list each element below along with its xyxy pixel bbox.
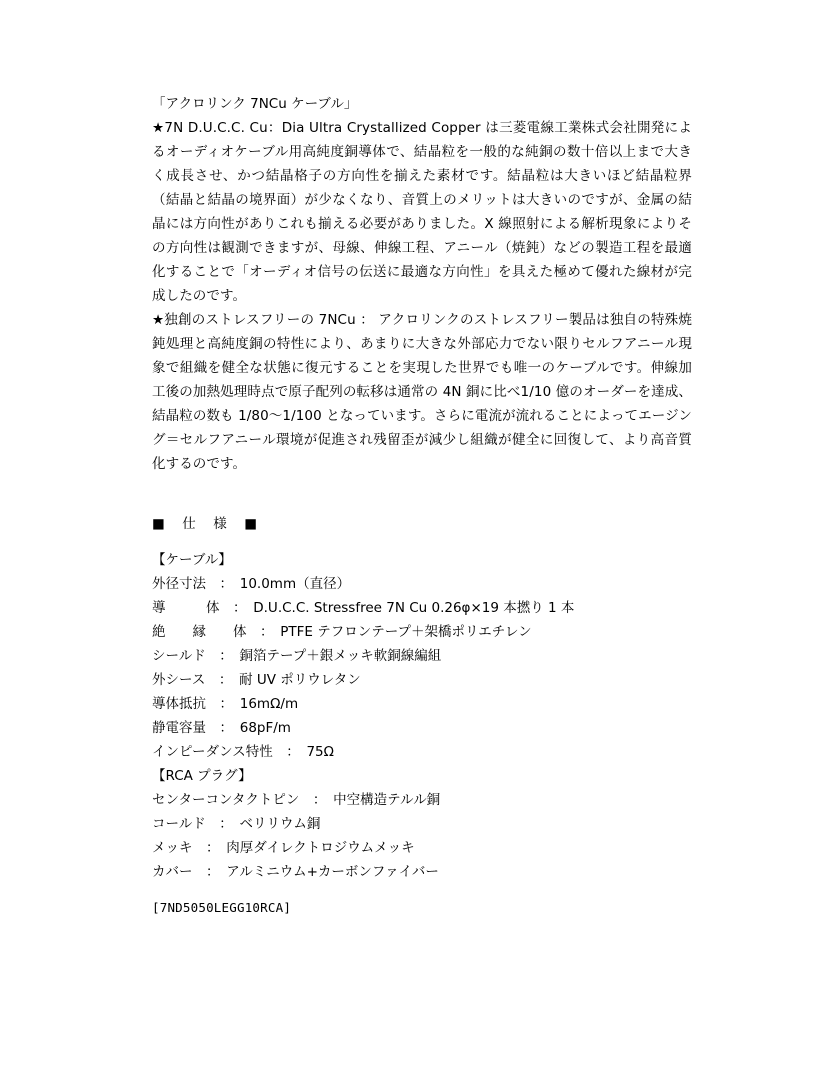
document-title: 「アクロリンク 7NCu ケーブル」 bbox=[152, 96, 358, 112]
spec-row: カバー ： アルミニウム+カーボンファイバー bbox=[152, 864, 439, 880]
section-title-rca-plug: 【RCA プラグ】 bbox=[152, 768, 252, 784]
spec-row: 外シース ： 耐 UV ポリウレタン bbox=[152, 672, 361, 688]
spacer bbox=[152, 536, 692, 548]
spec-row: コールド ： ベリリウム銅 bbox=[152, 816, 321, 832]
paragraph-stressfree: ★独創のストレスフリーの 7NCu ： アクロリンクのストレスフリー製品は独自の特殊焼鈍処理と高純度銅の特性により、あまりに大きな外部応力でない限りセルフアニール現象で組織を健全な状態に復元することを実現した世界でも唯一のケーブルです。伸線加工後の加熱処理時点で原子配列の転移は通常の 4N 銅に比べ1/10 億のオーダーを達成、結晶粒の数も 1/80〜1/100 となっています。さらに電流が流れることによってエージング＝セルフアニール環境が促進され残留歪が減少し組織が健全に回復して、より高音質化するのです。 bbox=[152, 312, 692, 472]
section-title-cable: 【ケーブル】 bbox=[152, 552, 232, 568]
spec-row: センターコンタクトピン ： 中空構造テルル銅 bbox=[152, 792, 441, 808]
spacer bbox=[152, 500, 692, 512]
spacer bbox=[152, 884, 692, 896]
spec-heading: ■ 仕 様 ■ bbox=[152, 516, 260, 532]
document-content bbox=[152, 92, 692, 920]
spec-row: インピーダンス特性 ： 75Ω bbox=[152, 744, 334, 760]
spacer bbox=[152, 476, 692, 500]
spec-row: シールド ： 銅箔テープ＋銀メッキ軟銅線編組 bbox=[152, 648, 442, 664]
spec-row: 外径寸法 ： 10.0mm（直径） bbox=[152, 576, 351, 592]
spec-row: 絶 縁 体 ： PTFE テフロンテープ＋架橋ポリエチレン bbox=[152, 624, 532, 640]
spec-row: メッキ ： 肉厚ダイレクトロジウムメッキ bbox=[152, 840, 415, 856]
paragraph-ducc-copper: ★7N D.U.C.C. Cu：Dia Ultra Crystallized Copper は三菱電線工業株式会社開発によるオーディオケーブル用高純度銅導体で、結晶粒を一般的な純銅の数十倍以上まで大きく成長させ、かつ結晶格子の方向性を揃えた素材です。結晶粒は大きいほど結晶粒界（結晶と結晶の境界面）が少なくなり、音質上のメリットは大きいのですが、金属の結晶には方向性がありこれも揃える必要がありました。X 線照射による解析現象によりその方向性は観測できますが、母線、伸線工程、アニール（焼鈍）などの製造工程を最適化することで「オーディオ信号の伝送に最適な方向性」を具えた極めて優れた線材が完成したのです。 bbox=[152, 120, 692, 304]
spec-row: 静電容量 ： 68pF/m bbox=[152, 720, 291, 736]
spec-row: 導 体 ： D.U.C.C. Stressfree 7N Cu 0.26φ×19 本撚り 1 本 bbox=[152, 600, 575, 616]
spec-row: 導体抵抗 ： 16mΩ/m bbox=[152, 696, 299, 712]
product-code: [7ND5050LEGG10RCA] bbox=[152, 900, 292, 915]
